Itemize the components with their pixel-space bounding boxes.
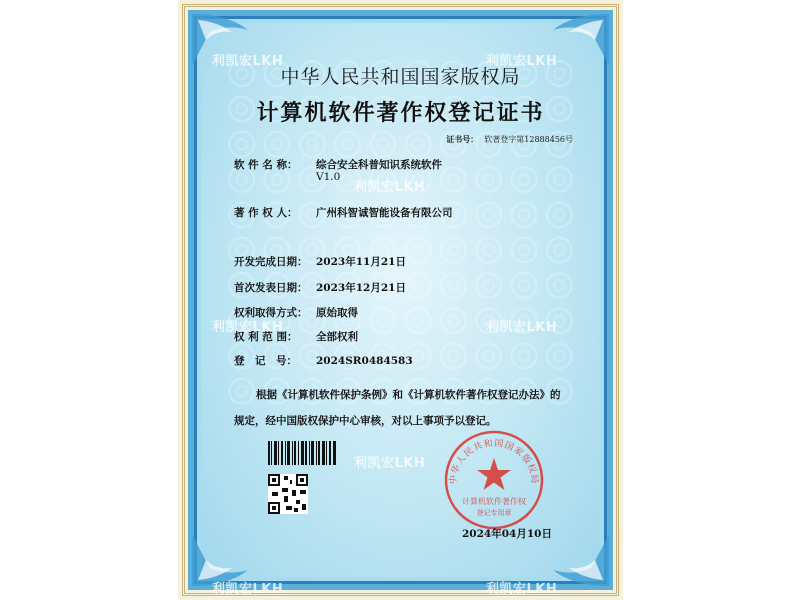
barcode-icon	[268, 441, 336, 465]
watermark: 利凯宏LKH	[212, 54, 284, 69]
field-label: 开发完成日期：	[234, 256, 308, 268]
watermark: 利凯宏LKH	[354, 180, 426, 195]
field-value: 2024SR0484583	[316, 355, 413, 367]
certificate-document	[178, 0, 623, 600]
seal-outer-text: 中华人民共和国国家版权局	[448, 438, 540, 485]
field-label: 著 作 权 人：	[234, 207, 298, 219]
certificate-title: 计算机软件著作权登记证书	[256, 100, 545, 126]
watermark: 利凯宏LKH	[212, 320, 284, 335]
certificate-number-value: 软著登字第12888456号	[484, 135, 573, 144]
field-registration-number	[234, 353, 413, 368]
field-copyright-owner	[234, 205, 453, 220]
seal-inner-text-1: 计算机软件著作权	[462, 497, 526, 506]
field-value: 综合安全科普知识系统软件	[316, 159, 442, 171]
field-value: 2023年11月21日	[316, 256, 406, 268]
official-seal-icon	[442, 428, 546, 532]
certificate-number-label: 证书号：	[446, 134, 479, 144]
watermark: 利凯宏LKH	[354, 456, 426, 471]
watermark: 利凯宏LKH	[486, 582, 558, 597]
field-value: 全部权利	[316, 331, 358, 343]
seal-inner-text-2: 登记专用章	[476, 509, 512, 517]
field-acquisition-method	[234, 305, 358, 320]
watermark: 利凯宏LKH	[486, 54, 558, 69]
issue-date: 2024年04月10日	[462, 528, 552, 540]
software-version: V1.0	[316, 171, 341, 183]
qr-code-icon	[268, 474, 308, 514]
field-development-date	[234, 254, 406, 269]
field-value: 2023年12月21日	[316, 282, 406, 294]
watermark: 利凯宏LKH	[212, 582, 284, 597]
field-value: 广州科智诚智能设备有限公司	[316, 207, 453, 219]
certificate-number	[446, 134, 573, 145]
field-value: 原始取得	[316, 307, 358, 319]
watermark: 利凯宏LKH	[486, 320, 558, 335]
statement-line-1: 根据《计算机软件保护条例》和《计算机软件著作权登记办法》的	[256, 389, 561, 401]
statement-line-2: 规定，经中国版权保护中心审核，对以上事项予以登记。	[234, 415, 497, 427]
field-rights-scope	[234, 329, 358, 344]
field-software-name	[234, 157, 442, 172]
field-publication-date	[234, 280, 406, 295]
field-label: 权 利 范 围：	[234, 331, 298, 343]
field-label: 登 记 号：	[234, 355, 297, 367]
field-label: 软 件 名 称：	[234, 159, 298, 171]
field-label: 首次发表日期：	[234, 282, 308, 294]
field-label: 权利取得方式：	[234, 307, 308, 319]
issuing-authority: 中华人民共和国国家版权局	[280, 66, 521, 88]
